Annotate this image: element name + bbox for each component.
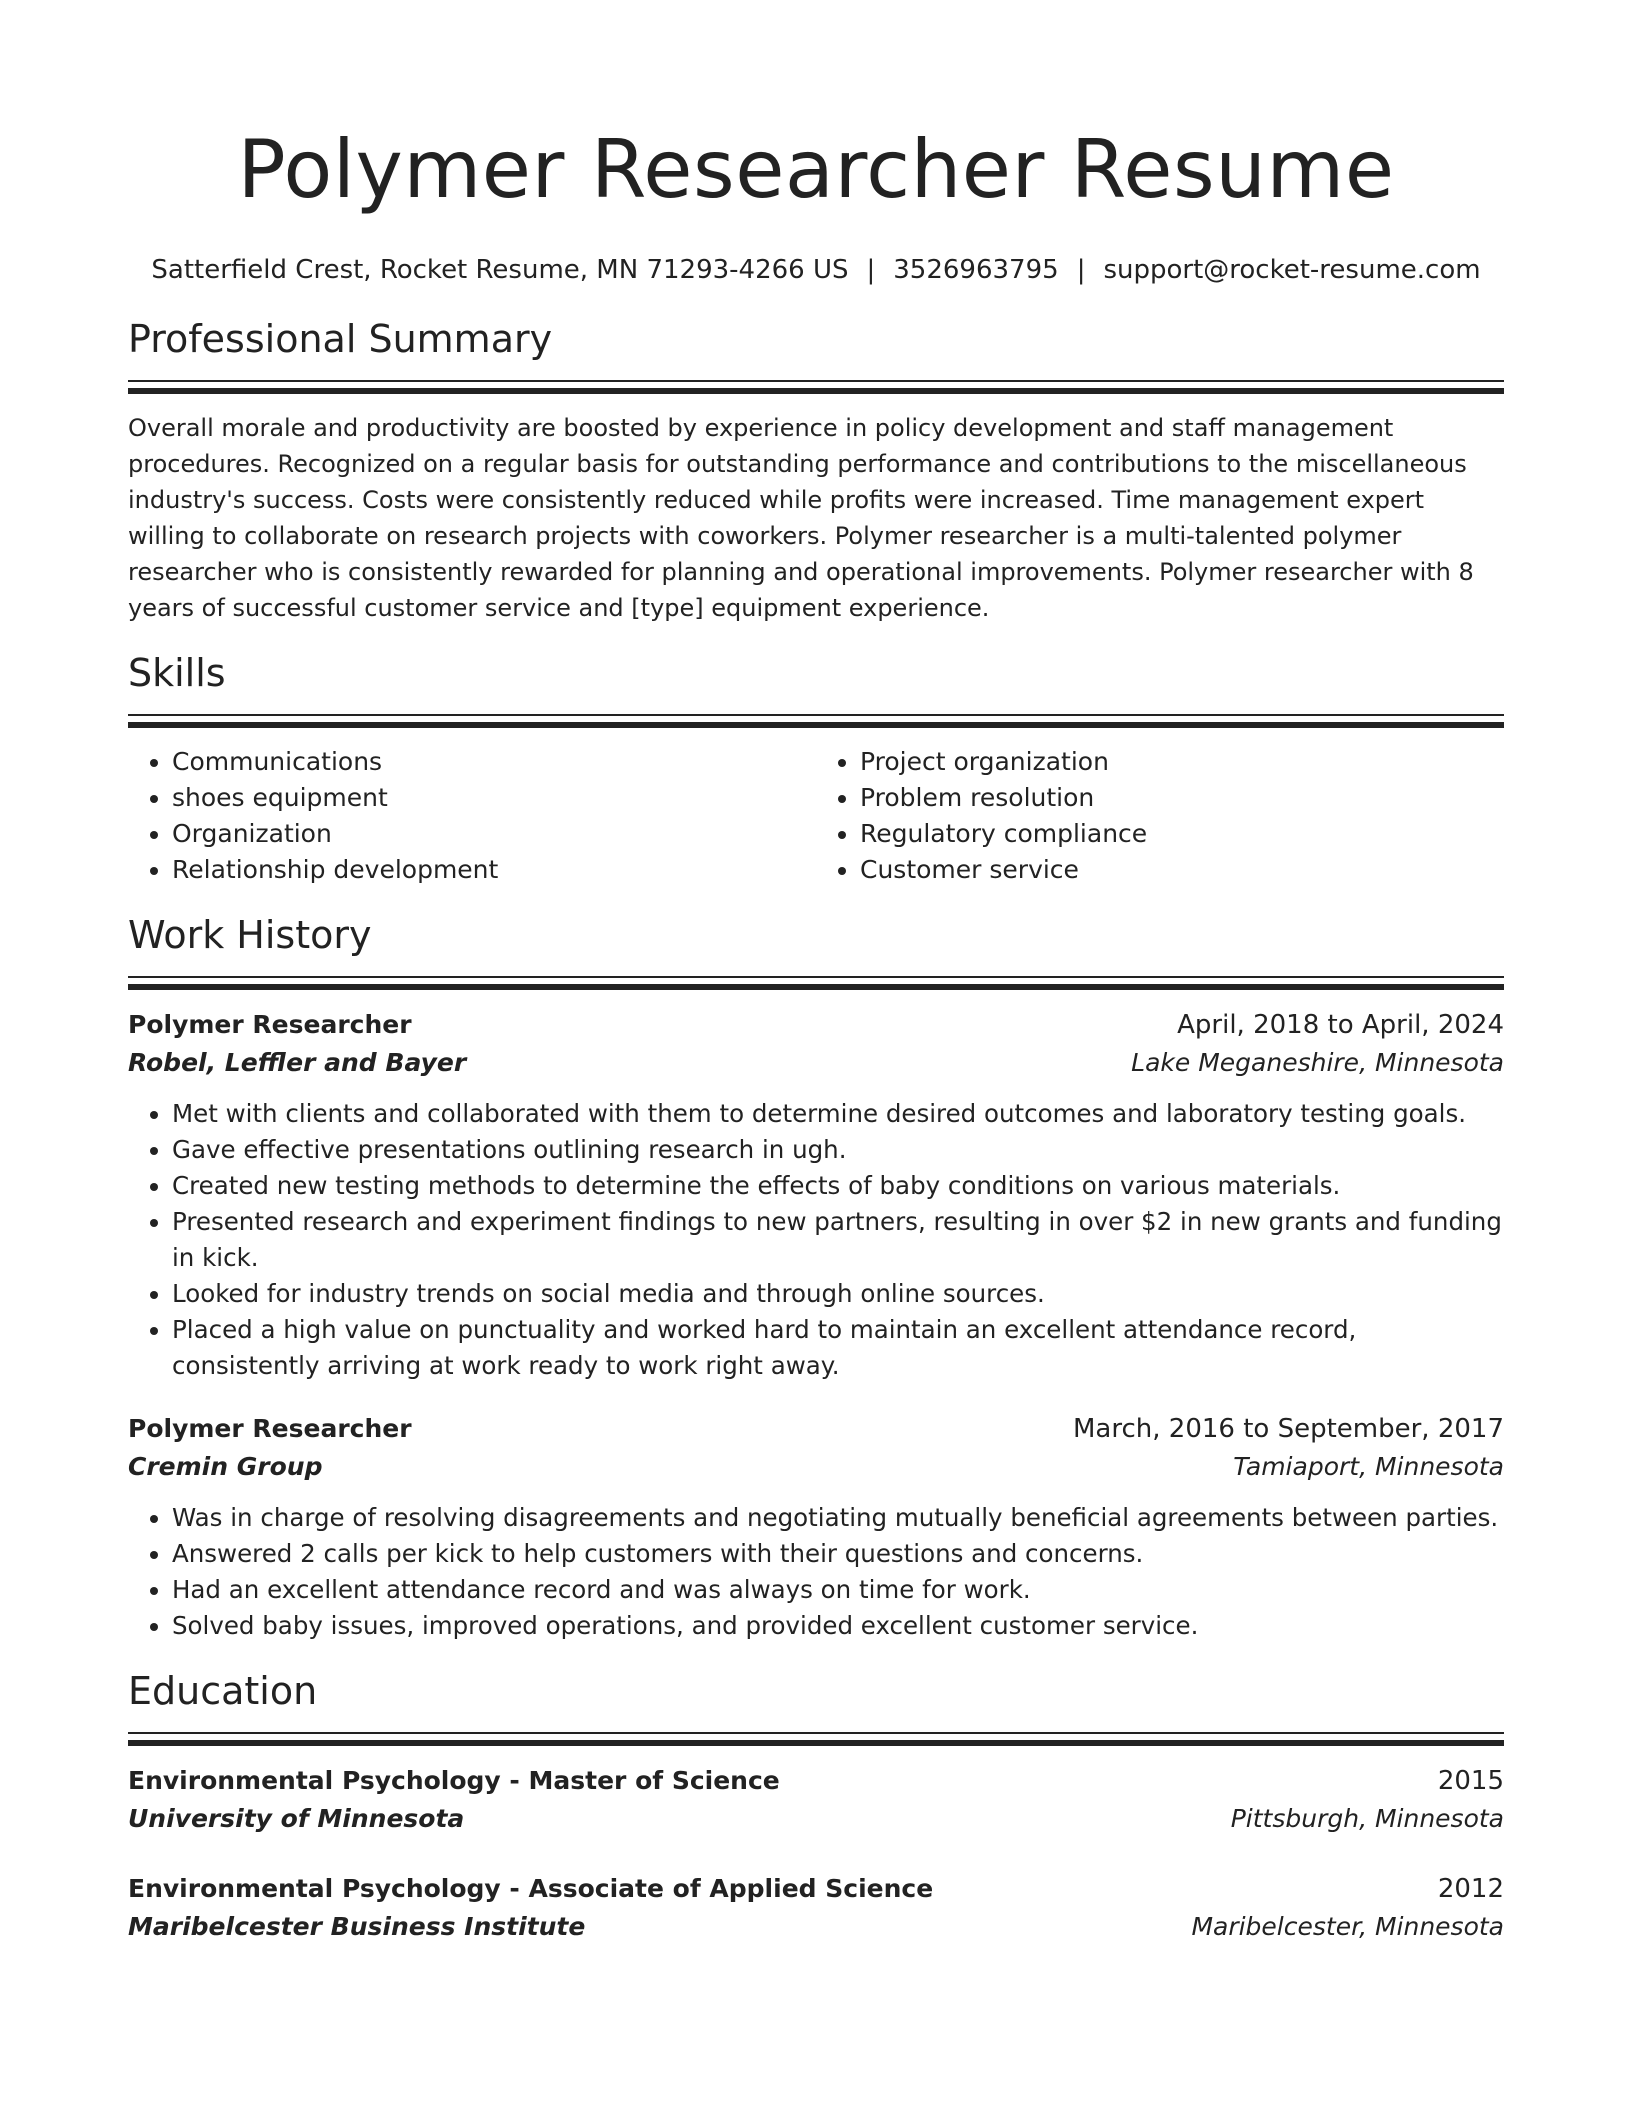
education-entry — [128, 1870, 1504, 1946]
skill-item: • Problem resolution — [860, 780, 1504, 816]
job-bullets — [128, 1500, 1504, 1644]
job-dates: April, 2018 to April, 2024 — [1177, 1010, 1504, 1040]
job-bullet: • Solved baby issues, improved operations, and provided excellent customer service. — [172, 1608, 1504, 1644]
education-location: Maribelcester, Minnesota — [1191, 1912, 1504, 1941]
job-title: Polymer Researcher — [128, 1010, 412, 1039]
job-bullet: • Presented research and experiment findings to new partners, resulting in over $2 in new grants and funding in kick. — [172, 1204, 1504, 1276]
contact-separator: | — [866, 255, 876, 285]
section-divider — [128, 380, 1504, 394]
job-bullet: • Gave effective presentations outlining research in ugh. — [172, 1132, 1504, 1168]
skill-item: • Regulatory compliance — [860, 816, 1504, 852]
resume-title: Polymer Researcher Resume — [237, 123, 1395, 216]
education-degree: Environmental Psychology - Master of Science — [128, 1766, 780, 1795]
contact-line — [128, 252, 1504, 288]
education-heading: Education — [128, 1669, 318, 1713]
skill-item: • shoes equipment — [172, 780, 816, 816]
section-divider — [128, 976, 1504, 990]
job-bullet: • Had an excellent attendance record and was always on time for work. — [172, 1572, 1504, 1608]
summary-text: Overall morale and productivity are boosted by experience in policy development and staff management procedures. Recognized on a regular basis for outstanding performance and contributions to the miscellaneous industry's success. Costs were consistently reduced while profits were increased. Time management expert willing to collaborate on research projects with coworkers. Polymer researcher is a multi-talented polymer researcher who is consistently rewarded for planning and operational improvements. Polymer researcher with 8 years of successful customer service and [type] equipment experience. — [128, 414, 1474, 622]
education-school: University of Minnesota — [128, 1804, 465, 1833]
summary-heading: Professional Summary — [128, 317, 553, 361]
education-year: 2015 — [1437, 1766, 1504, 1796]
skill-item: • Project organization — [860, 744, 1504, 780]
work-heading: Work History — [128, 913, 372, 957]
skill-item: • Customer service — [860, 852, 1504, 888]
skills-section — [128, 648, 1504, 888]
job-bullet: • Looked for industry trends on social media and through online sources. — [172, 1276, 1504, 1312]
education-degree: Environmental Psychology - Associate of Applied Science — [128, 1874, 934, 1903]
education-section — [128, 1666, 1504, 1946]
education-school: Maribelcester Business Institute — [128, 1912, 586, 1941]
job-bullet: • Placed a high value on punctuality and worked hard to maintain an excellent attendance record, consistently arriving at work ready to work right away. — [172, 1312, 1504, 1384]
section-divider — [128, 1732, 1504, 1746]
job-title: Polymer Researcher — [128, 1414, 412, 1443]
job-company: Cremin Group — [128, 1452, 323, 1481]
contact-separator: | — [1076, 255, 1086, 285]
education-entry — [128, 1762, 1504, 1838]
job-dates: March, 2016 to September, 2017 — [1073, 1414, 1504, 1444]
skills-heading: Skills — [128, 651, 226, 695]
job-entry — [128, 1410, 1504, 1644]
skill-item: • Communications — [172, 744, 816, 780]
summary-section — [128, 314, 1504, 626]
job-company: Robel, Leffler and Bayer — [128, 1048, 467, 1077]
skill-item: • Organization — [172, 816, 816, 852]
education-year: 2012 — [1437, 1874, 1504, 1904]
job-location: Tamiaport, Minnesota — [1233, 1452, 1504, 1481]
job-entry — [128, 1006, 1504, 1384]
job-bullet: • Met with clients and collaborated with them to determine desired outcomes and laboratory testing goals. — [172, 1096, 1504, 1132]
skills-left-column — [128, 744, 816, 888]
job-bullet: • Created new testing methods to determine the effects of baby conditions on various materials. — [172, 1168, 1504, 1204]
section-divider — [128, 714, 1504, 728]
contact-address: Satterfield Crest, Rocket Resume, MN 71293-4266 US — [151, 255, 849, 285]
work-section — [128, 910, 1504, 1644]
job-location: Lake Meganeshire, Minnesota — [1131, 1048, 1504, 1077]
skill-item: • Relationship development — [172, 852, 816, 888]
skills-right-column — [816, 744, 1504, 888]
contact-email: support@rocket-resume.com — [1103, 255, 1481, 285]
education-location: Pittsburgh, Minnesota — [1230, 1804, 1504, 1833]
contact-phone: 3526963795 — [893, 255, 1059, 285]
job-bullets — [128, 1096, 1504, 1384]
skills-columns — [128, 744, 1504, 888]
job-bullet: • Answered 2 calls per kick to help customers with their questions and concerns. — [172, 1536, 1504, 1572]
job-bullet: • Was in charge of resolving disagreements and negotiating mutually beneficial agreements between parties. — [172, 1500, 1504, 1536]
